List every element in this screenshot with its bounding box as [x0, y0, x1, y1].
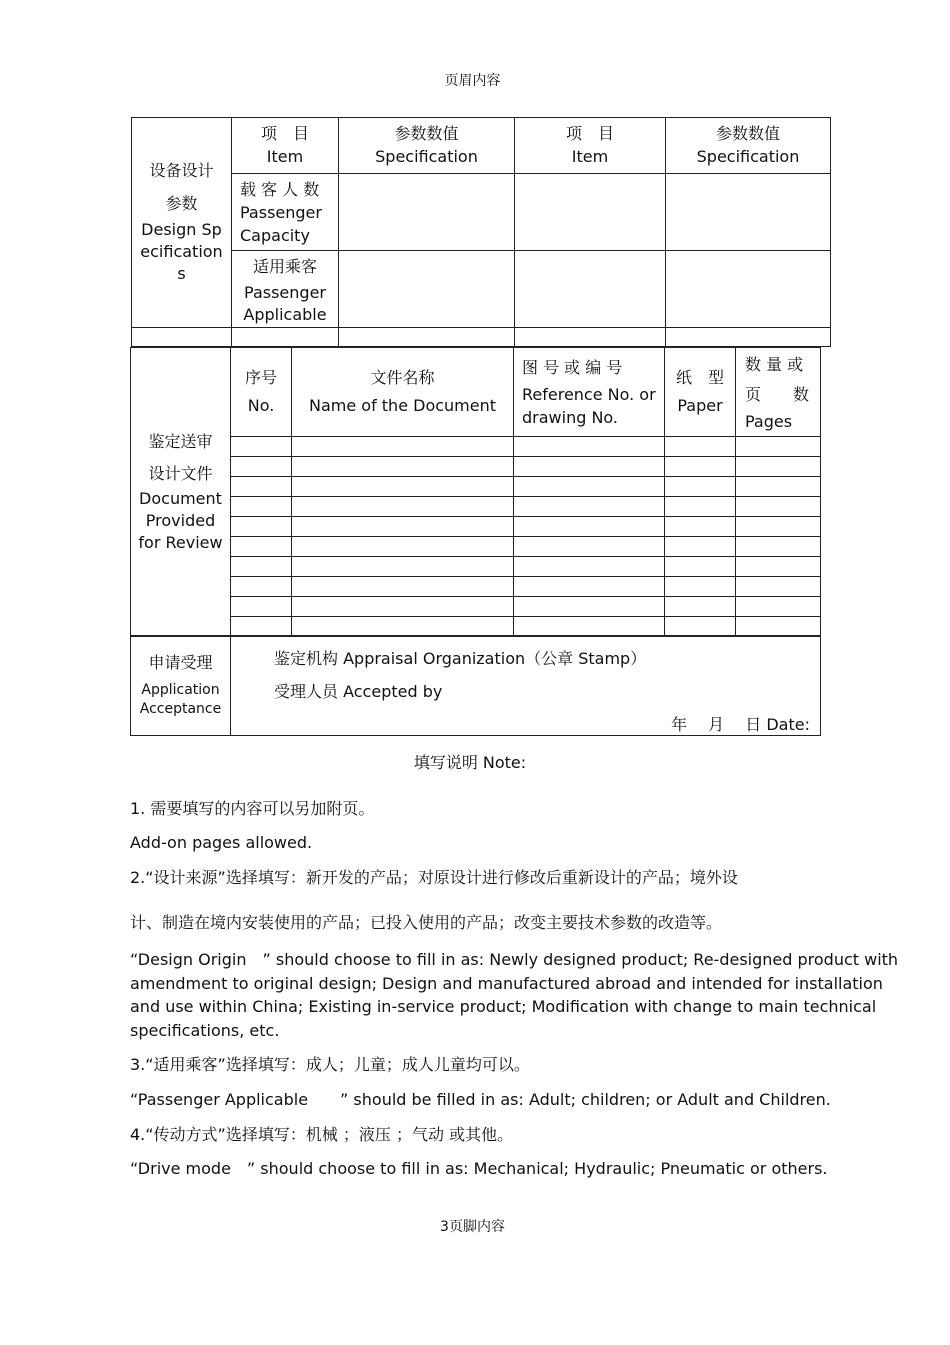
documents-label-cn-2: 设计文件: [148, 464, 213, 483]
passenger-applicable-label: [232, 251, 339, 328]
paper-cell[interactable]: [665, 437, 736, 457]
ref-cell[interactable]: [514, 497, 665, 517]
acceptance-label-cn: 申请受理: [148, 653, 213, 673]
blank-cell: [666, 328, 831, 347]
date-line: 年 月 日 Date:: [671, 715, 810, 734]
ref-cell[interactable]: [514, 537, 665, 557]
document-row: [131, 517, 821, 537]
col-ref-header: [514, 348, 665, 437]
col-item2-header: [515, 118, 666, 174]
name-cell[interactable]: [292, 457, 514, 477]
passenger-applicable-en-1: Passenger: [244, 283, 326, 302]
col-item-header: [232, 118, 339, 174]
passenger-capacity-cn: 载 客 人 数: [240, 180, 320, 199]
pages-cell[interactable]: [736, 457, 821, 477]
design-spec-label-en: Design Specifications: [140, 219, 223, 283]
accepted-by-line: 受理人员 Accepted by: [274, 682, 443, 701]
item-cell[interactable]: [515, 174, 666, 251]
passenger-capacity-en: Passenger Capacity: [240, 203, 322, 245]
note-1-cn: 1. 需要填写的内容可以另加附页。: [130, 799, 375, 818]
no-cell[interactable]: [231, 517, 292, 537]
name-cell[interactable]: [292, 437, 514, 457]
note-4-en: “Drive mode ” should choose to fill in as: Mechanical; Hydraulic; Pneumatic or others.: [130, 1159, 828, 1178]
acceptance-label-en-2: Acceptance: [139, 700, 222, 717]
document-row: [131, 617, 821, 637]
pages-cell[interactable]: [736, 597, 821, 617]
col-spec2-cn: 参数数值: [715, 124, 780, 144]
blank-cell: [339, 328, 515, 347]
passenger-capacity-label: [232, 174, 339, 251]
note-4-cn: 4.“传动方式”选择填写：机械 ；液压 ；气动 或其他。: [130, 1125, 514, 1144]
note-3-en: “Passenger Applicable ” should be filled in as: Adult; children; or Adult and Children.: [130, 1090, 831, 1109]
col-item-en: Item: [266, 146, 304, 166]
ref-cell[interactable]: [514, 597, 665, 617]
documents-label-en: Document Provided for Review: [138, 489, 223, 552]
ref-cell[interactable]: [514, 437, 665, 457]
ref-cell[interactable]: [514, 557, 665, 577]
note-2-cn-b: 计、制造在境内安装使用的产品；已投入使用的产品；改变主要技术参数的改造等。: [130, 913, 723, 932]
documents-table: [130, 347, 821, 637]
appraisal-org-line: 鉴定机构 Appraisal Organization（公章 Stamp）: [274, 649, 647, 668]
passenger-applicable-en-2: Applicable: [243, 305, 327, 324]
col-item-cn: 项 目: [260, 124, 309, 144]
no-cell[interactable]: [231, 457, 292, 477]
no-cell[interactable]: [231, 537, 292, 557]
pages-cell[interactable]: [736, 577, 821, 597]
no-cell[interactable]: [231, 617, 292, 637]
col-pages-en: Pages: [745, 412, 793, 431]
name-cell[interactable]: [292, 557, 514, 577]
pages-cell[interactable]: [736, 537, 821, 557]
design-spec-label-cn-1: 设备设计: [149, 161, 214, 181]
col-pages-header: [736, 348, 821, 437]
spec-cell[interactable]: [666, 174, 831, 251]
spec-cell[interactable]: [339, 174, 515, 251]
document-row: [131, 477, 821, 497]
documents-label-cn-1: 鉴定送审: [148, 432, 213, 451]
col-name-en: Name of the Document: [308, 396, 497, 415]
name-cell[interactable]: [292, 577, 514, 597]
col-spec2-header: [666, 118, 831, 174]
name-cell[interactable]: [292, 477, 514, 497]
no-cell[interactable]: [231, 437, 292, 457]
design-spec-label-cn-2: 参数: [165, 193, 198, 213]
passenger-applicable-cn: 适用乘客: [252, 257, 317, 276]
ref-cell[interactable]: [514, 617, 665, 637]
pages-cell[interactable]: [736, 497, 821, 517]
document-row: [131, 597, 821, 617]
col-spec-cn: 参数数值: [394, 124, 459, 144]
name-cell[interactable]: [292, 497, 514, 517]
col-spec-header: [339, 118, 515, 174]
note-1-en: Add-on pages allowed.: [130, 833, 313, 852]
col-ref-en: Reference No. or drawing No.: [522, 384, 656, 427]
col-no-header: [231, 348, 292, 437]
notes-title: 填写说明 Note:: [413, 753, 527, 772]
col-pages-cn-2: 页 数: [745, 385, 810, 404]
name-cell[interactable]: [292, 597, 514, 617]
acceptance-content: [231, 636, 821, 736]
acceptance-section-label: [131, 636, 231, 736]
blank-cell: [232, 328, 339, 347]
no-cell[interactable]: [231, 557, 292, 577]
ref-cell[interactable]: [514, 517, 665, 537]
pages-cell[interactable]: [736, 477, 821, 497]
document-row: [131, 577, 821, 597]
blank-cell: [515, 328, 666, 347]
pages-cell[interactable]: [736, 557, 821, 577]
paper-cell[interactable]: [665, 617, 736, 637]
col-ref-cn: 图 号 或 编 号: [522, 357, 623, 377]
document-row: [131, 497, 821, 517]
pages-cell[interactable]: [736, 437, 821, 457]
documents-section-label: [131, 348, 231, 637]
ref-cell[interactable]: [514, 577, 665, 597]
col-no-en: No.: [247, 396, 275, 415]
blank-cell: [132, 328, 232, 347]
document-row: [131, 437, 821, 457]
no-cell[interactable]: [231, 497, 292, 517]
paper-cell[interactable]: [665, 517, 736, 537]
document-row: [131, 457, 821, 477]
no-cell[interactable]: [231, 597, 292, 617]
no-cell[interactable]: [231, 477, 292, 497]
col-name-header: [292, 348, 514, 437]
col-no-cn: 序号: [244, 368, 277, 387]
acceptance-label-en-1: Application: [141, 681, 220, 698]
page-footer: 3页脚内容: [440, 1219, 505, 1235]
spec-cell[interactable]: [666, 251, 831, 328]
paper-cell[interactable]: [665, 477, 736, 497]
col-item2-cn: 项 目: [565, 124, 614, 144]
document-row: [131, 537, 821, 557]
ref-cell[interactable]: [514, 477, 665, 497]
ref-cell[interactable]: [514, 457, 665, 477]
col-paper-header: [665, 348, 736, 437]
paper-cell[interactable]: [665, 577, 736, 597]
paper-cell[interactable]: [665, 537, 736, 557]
note-3-cn: 3.“适用乘客”选择填写：成人；儿童；成人儿童均可以。: [130, 1055, 530, 1074]
paper-cell[interactable]: [665, 457, 736, 477]
no-cell[interactable]: [231, 577, 292, 597]
col-name-cn: 文件名称: [370, 368, 435, 387]
page-header: 页眉内容: [444, 73, 501, 89]
design-spec-table: [131, 117, 831, 347]
col-item2-en: Item: [571, 146, 609, 166]
col-spec2-en: Specification: [696, 146, 800, 166]
name-cell[interactable]: [292, 517, 514, 537]
name-cell[interactable]: [292, 617, 514, 637]
paper-cell[interactable]: [665, 597, 736, 617]
acceptance-table: [130, 635, 821, 736]
item-cell[interactable]: [515, 251, 666, 328]
pages-cell[interactable]: [736, 617, 821, 637]
design-spec-section-label: [132, 118, 232, 328]
col-paper-cn: 纸 型: [675, 368, 724, 387]
paper-cell[interactable]: [665, 497, 736, 517]
col-spec-en: Specification: [375, 146, 478, 166]
document-row: [131, 557, 821, 577]
paper-cell[interactable]: [665, 557, 736, 577]
col-paper-en: Paper: [677, 396, 723, 415]
pages-cell[interactable]: [736, 517, 821, 537]
note-2-en: “Design Origin ” should choose to fill in as: Newly designed product; Re-designed product with amendment to original design; Design and manufactured abroad and intended for installation and use within China; Existing in-service product; Modification with change to main technical specifications, etc.: [130, 950, 899, 1040]
col-pages-cn-1: 数 量 或: [745, 355, 804, 374]
note-2-cn-a: 2.“设计来源”选择填写：新开发的产品；对原设计进行修改后重新设计的产品；境外设: [130, 868, 738, 887]
spec-cell[interactable]: [339, 251, 515, 328]
name-cell[interactable]: [292, 537, 514, 557]
